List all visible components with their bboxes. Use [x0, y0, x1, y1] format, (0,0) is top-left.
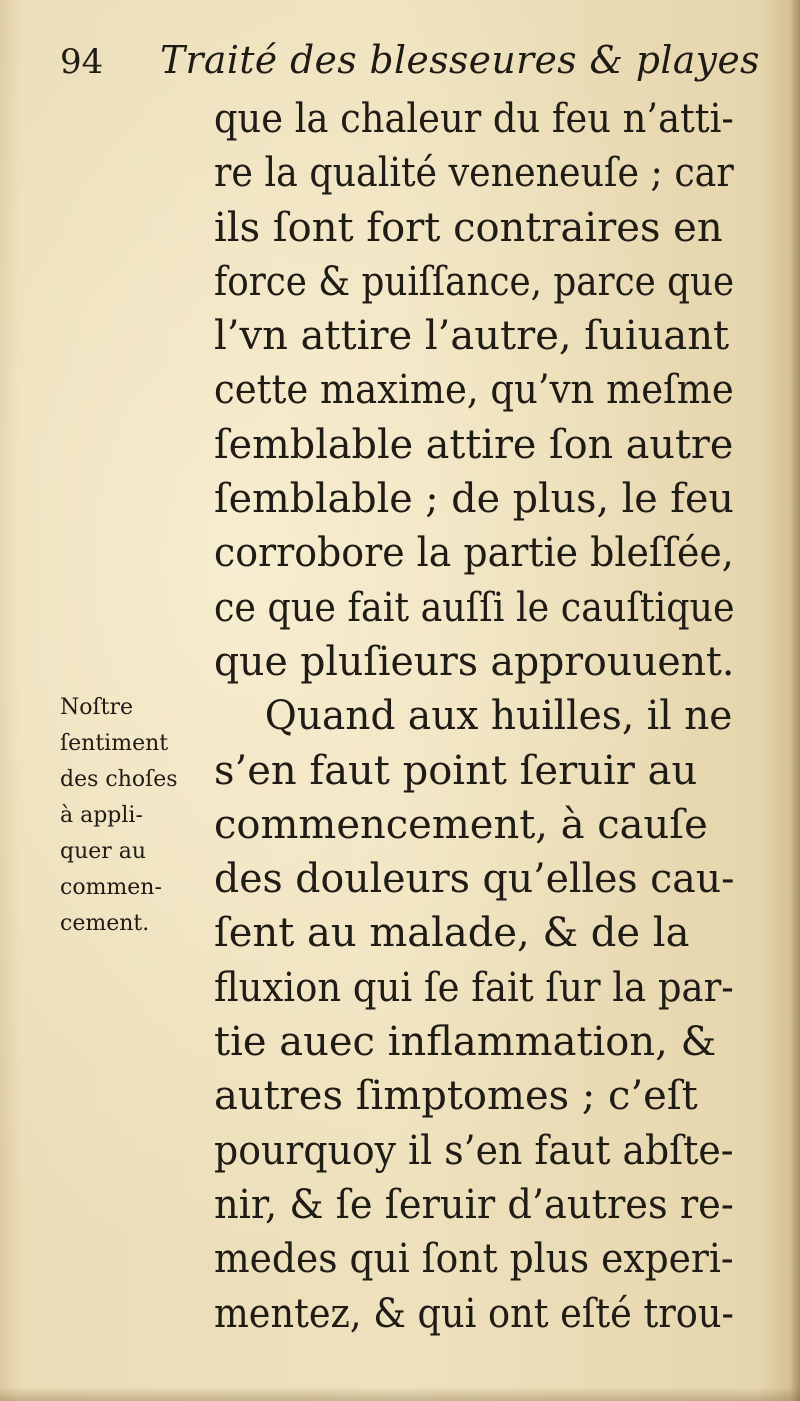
text-line: ſemblable ; de plus, le feu [214, 476, 734, 523]
margin-note-line: des choſes [60, 767, 178, 792]
margin-note-line: ſentiment [60, 731, 169, 756]
page-number: 94 [60, 42, 104, 82]
text-line: medes qui ſont plus experi- [214, 1236, 734, 1283]
body-text [214, 92, 734, 1341]
page-bottom-shadow [0, 1387, 800, 1401]
page-edge-shadow [790, 0, 800, 1401]
margin-note-line: Noſtre [60, 695, 134, 720]
margin-note [60, 690, 210, 942]
text-line: des douleurs qu’elles cau- [214, 856, 735, 903]
text-line: tie auec inflammation, & [214, 1019, 717, 1066]
margin-note-line: cement. [60, 911, 150, 936]
text-line: ſemblable attire ſon autre [214, 421, 734, 468]
text-line: ce que fait auſſi le cauſtique [214, 584, 735, 631]
text-line: ſent au malade, & de la [214, 910, 690, 957]
text-line: commencement, à cauſe [214, 801, 708, 848]
margin-note-line: à appli- [60, 803, 143, 828]
text-line: l’vn attire l’autre, ſuiuant [214, 313, 730, 360]
text-line: s’en faut point ſeruir au [214, 747, 698, 794]
text-line: autres ſimptomes ; c’eſt [214, 1073, 698, 1120]
running-title: Traité des blesseures & playes [160, 38, 760, 82]
text-line: que la chaleur du feu n’atti- [214, 96, 734, 142]
text-line: re la qualité veneneuſe ; car [214, 150, 734, 197]
margin-note-line: quer au [60, 839, 147, 864]
text-line: ils ſont fort contraires en [214, 204, 723, 251]
text-line: pourquoy il s’en faut abſte- [214, 1127, 734, 1174]
text-line: corrobore la partie bleſſée, [214, 530, 734, 577]
paragraph-start-line: Quand aux huilles, il ne [264, 693, 733, 740]
text-line: cette maxime, qu’vn meſme [214, 367, 734, 414]
page-header [60, 36, 760, 96]
text-line: force & puiſſance, parce que [214, 258, 735, 305]
text-line: que pluſieurs approuuent. [214, 638, 735, 685]
text-line: nir, & ſe ſeruir d’autres re- [214, 1181, 734, 1228]
text-line: mentez, & qui ont eſté trou- [214, 1290, 734, 1337]
text-line: fluxion qui ſe fait ſur la par- [214, 964, 734, 1011]
margin-note-line: commen- [60, 875, 162, 900]
